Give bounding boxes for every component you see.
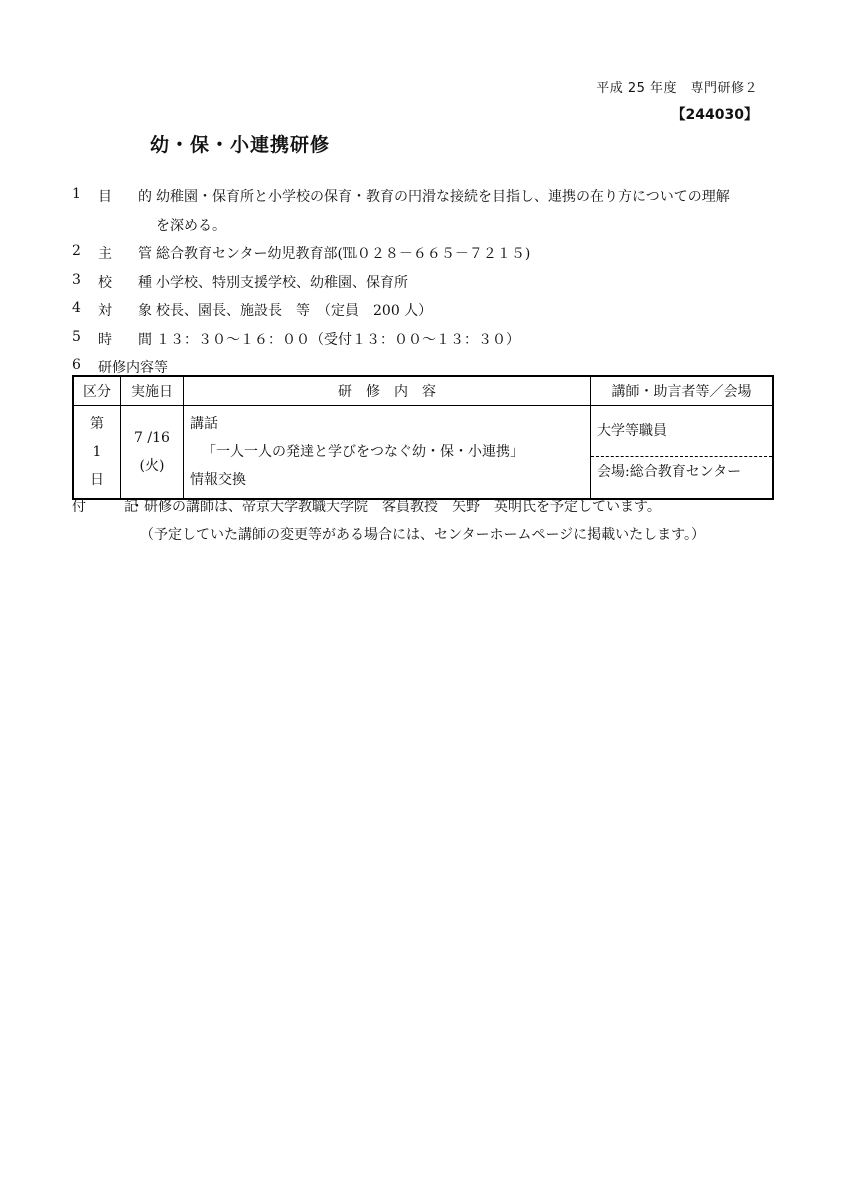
item-label: 対 象 xyxy=(98,303,158,319)
division-cell xyxy=(73,406,121,500)
note-line xyxy=(72,496,705,524)
content-cell xyxy=(184,406,591,500)
header-division: 区分 xyxy=(73,376,121,406)
table-row xyxy=(73,406,773,500)
note-line xyxy=(72,524,705,552)
item-number: 3 xyxy=(72,271,81,288)
item-text: 幼稚園・保育所と小学校の保育・教育の円滑な接続を目指し、連携の在り方についての理解 xyxy=(156,189,730,205)
item-number: 1 xyxy=(72,186,81,202)
item-label: 目 的 xyxy=(98,189,158,205)
item-label: 校 種 xyxy=(98,274,158,291)
notes-label: 付 記 xyxy=(72,499,150,515)
item-number: 2 xyxy=(72,243,81,259)
header-content: 研 修 内 容 xyxy=(184,376,591,406)
fiscal-year-label: 平成 25 年度 専門研修２ xyxy=(596,81,758,96)
weekday-value: (火) xyxy=(139,458,165,474)
detail-purpose-continued xyxy=(72,215,772,244)
detail-organizer xyxy=(72,243,772,272)
division-line: 日 xyxy=(90,472,104,488)
notes xyxy=(72,496,705,552)
division-line: 1 xyxy=(92,444,102,460)
item-number: 4 xyxy=(72,300,81,316)
course-details xyxy=(72,186,772,386)
date-cell xyxy=(121,406,184,500)
item-label: 主 管 xyxy=(98,246,158,262)
venue-name: 会場:総合教育センター xyxy=(597,464,742,480)
item-text: 小学校、特別支援学校、幼稚園、保育所 xyxy=(156,274,408,291)
division-line: 第 xyxy=(90,416,104,432)
content-line: 情報交換 xyxy=(190,472,246,488)
item-number: 6 xyxy=(72,357,81,373)
item-text: 校長、園長、施設長 等 （定員 200 人） xyxy=(156,303,433,319)
note-text: （予定していた講師の変更等がある場合には、センターホームページに掲載いたします。） xyxy=(140,527,706,543)
content-line: 講話 xyxy=(190,416,218,432)
page-title: 幼・保・小連携研修 xyxy=(150,134,331,156)
header-date: 実施日 xyxy=(121,376,184,406)
schedule-table xyxy=(72,375,774,500)
instructor-name: 大学等職員 xyxy=(591,406,772,457)
note-text: ・研修の講師は、帝京大学教職大学院 客員教授 矢野 英明氏を予定しています。 xyxy=(130,499,661,515)
header-instructor: 講師・助言者等／会場 xyxy=(591,376,774,406)
detail-purpose xyxy=(72,186,772,215)
detail-school-types xyxy=(72,272,772,301)
detail-time xyxy=(72,329,772,358)
detail-target xyxy=(72,300,772,329)
item-text-continued: を深める。 xyxy=(156,217,226,234)
item-label: 研修内容等 xyxy=(98,360,168,376)
item-number: 5 xyxy=(72,328,81,345)
item-label: 時 間 xyxy=(98,331,158,348)
instructor-cell xyxy=(591,406,774,500)
item-text: 総合教育センター幼児教育部(℡０２８－６６５－７２１５) xyxy=(156,246,531,262)
item-text: １３：３０～１６：００（受付１３：００～１３：３０） xyxy=(156,331,520,348)
date-value: 7 /16 xyxy=(134,430,170,446)
table-header-row xyxy=(73,376,773,406)
lecture-title: 「一人一人の発達と学びをつなぐ幼・保・小連携」 xyxy=(202,444,524,460)
course-code: 【244030】 xyxy=(671,107,758,123)
